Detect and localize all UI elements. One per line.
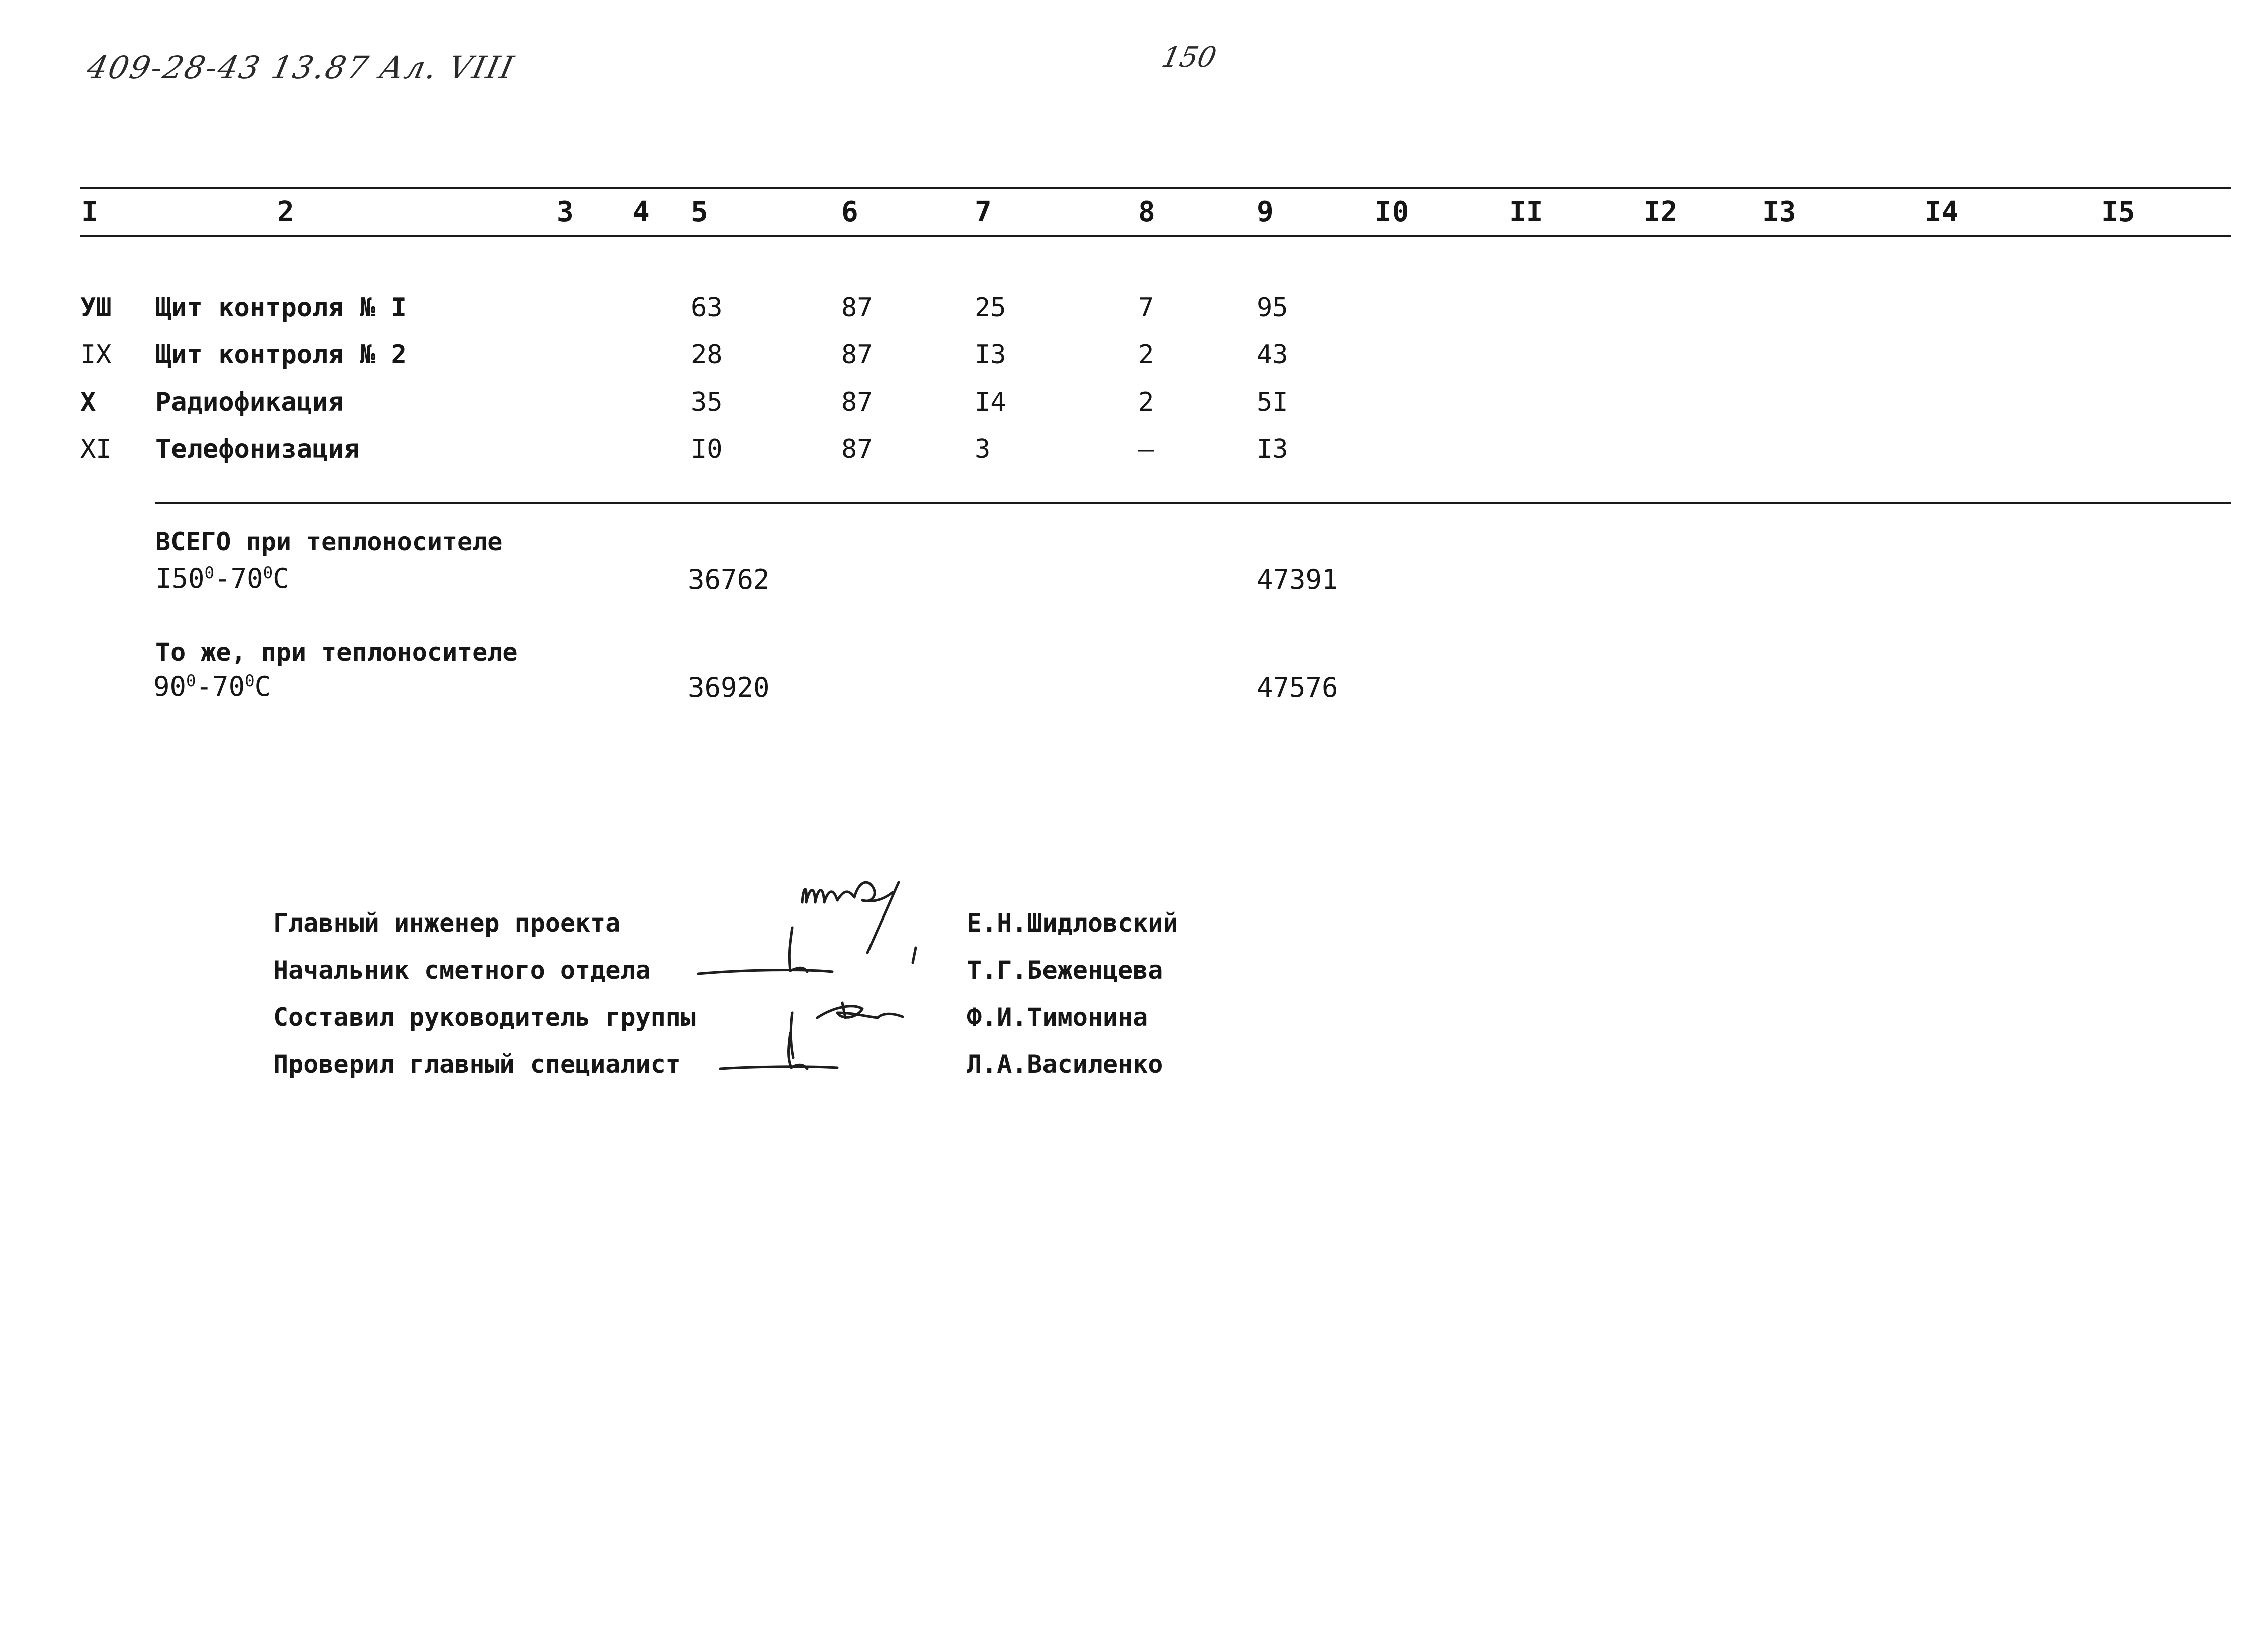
temp-to: -70 bbox=[196, 671, 245, 702]
col-header-8: 8 bbox=[1138, 196, 1155, 228]
row-col7: I3 bbox=[975, 340, 1006, 370]
col-header-15: I5 bbox=[2101, 196, 2135, 228]
temp-unit: С bbox=[254, 671, 271, 702]
degree-mark: 0 bbox=[186, 671, 196, 690]
degree-mark: 0 bbox=[263, 563, 273, 582]
total-col5: 36920 bbox=[688, 672, 770, 703]
row-col5: 63 bbox=[691, 293, 723, 323]
total-label: ВСЕГО при теплоносителе bbox=[155, 527, 503, 557]
row-col6: 87 bbox=[841, 434, 873, 464]
total-col9: 47576 bbox=[1257, 672, 1338, 703]
handwritten-signatures bbox=[672, 867, 983, 1103]
signatory-title: Начальник сметного отдела bbox=[273, 956, 651, 985]
signatory-title: Проверил главный специалист bbox=[273, 1050, 681, 1079]
document-code: 409-28-43 13.87 Ал. VIII bbox=[84, 49, 518, 86]
row-col8: – bbox=[1138, 434, 1154, 464]
col-header-5: 5 bbox=[691, 196, 708, 228]
total-temperature bbox=[153, 671, 271, 702]
temp-unit: С bbox=[273, 563, 289, 594]
col-header-13: I3 bbox=[1762, 196, 1796, 228]
temp-from: 90 bbox=[153, 671, 187, 702]
row-col7: 3 bbox=[975, 434, 991, 464]
col-header-14: I4 bbox=[1925, 196, 1959, 228]
col-header-1: I bbox=[81, 196, 98, 228]
degree-mark: 0 bbox=[204, 563, 215, 582]
row-name: Радиофикация bbox=[155, 387, 344, 417]
signatory-name: Е.Н.Шидловский bbox=[967, 908, 1178, 938]
signatory-title: Составил руководитель группы bbox=[273, 1003, 696, 1032]
row-col6: 87 bbox=[841, 387, 873, 417]
row-number: IX bbox=[80, 340, 112, 370]
row-col8: 7 bbox=[1138, 293, 1154, 323]
row-name: Телефонизация bbox=[155, 434, 360, 464]
temp-to: -70 bbox=[214, 563, 263, 594]
total-label: То же, при теплоносителе bbox=[155, 638, 518, 667]
col-header-4: 4 bbox=[633, 196, 650, 228]
signatory-name: Л.А.Василенко bbox=[967, 1050, 1163, 1079]
col-header-2: 2 bbox=[277, 196, 294, 228]
row-number: X bbox=[80, 387, 96, 417]
row-name: Щит контроля № I bbox=[155, 293, 407, 323]
total-col9: 47391 bbox=[1257, 564, 1338, 595]
row-col9: 5I bbox=[1257, 387, 1288, 417]
signatory-name: Т.Г.Беженцева bbox=[967, 956, 1163, 985]
row-col9: I3 bbox=[1257, 434, 1288, 464]
temp-from: I50 bbox=[155, 563, 205, 594]
col-header-10: I0 bbox=[1375, 196, 1409, 228]
row-col5: I0 bbox=[691, 434, 723, 464]
row-number: УШ bbox=[80, 293, 112, 323]
row-col5: 35 bbox=[691, 387, 723, 417]
row-col9: 43 bbox=[1257, 340, 1288, 370]
signatory-title: Главный инженер проекта bbox=[273, 908, 621, 938]
row-col8: 2 bbox=[1138, 387, 1154, 417]
col-header-6: 6 bbox=[841, 196, 858, 228]
row-col7: I4 bbox=[975, 387, 1006, 417]
row-col8: 2 bbox=[1138, 340, 1154, 370]
col-header-11: II bbox=[1509, 196, 1543, 228]
page-number: 150 bbox=[1159, 41, 1220, 74]
table-header-rule bbox=[80, 235, 2231, 237]
col-header-7: 7 bbox=[975, 196, 992, 228]
degree-mark: 0 bbox=[245, 671, 255, 690]
row-name: Щит контроля № 2 bbox=[155, 340, 407, 370]
total-temperature bbox=[155, 563, 289, 594]
row-number: XI bbox=[80, 434, 112, 464]
row-col9: 95 bbox=[1257, 293, 1288, 323]
row-col7: 25 bbox=[975, 293, 1006, 323]
row-col6: 87 bbox=[841, 340, 873, 370]
totals-rule bbox=[155, 502, 2231, 504]
row-col5: 28 bbox=[691, 340, 723, 370]
row-col6: 87 bbox=[841, 293, 873, 323]
total-col5: 36762 bbox=[688, 564, 770, 595]
col-header-9: 9 bbox=[1257, 196, 1274, 228]
table-top-rule bbox=[80, 187, 2231, 189]
col-header-3: 3 bbox=[557, 196, 574, 228]
col-header-12: I2 bbox=[1644, 196, 1678, 228]
signatory-name: Ф.И.Тимонина bbox=[967, 1003, 1148, 1032]
